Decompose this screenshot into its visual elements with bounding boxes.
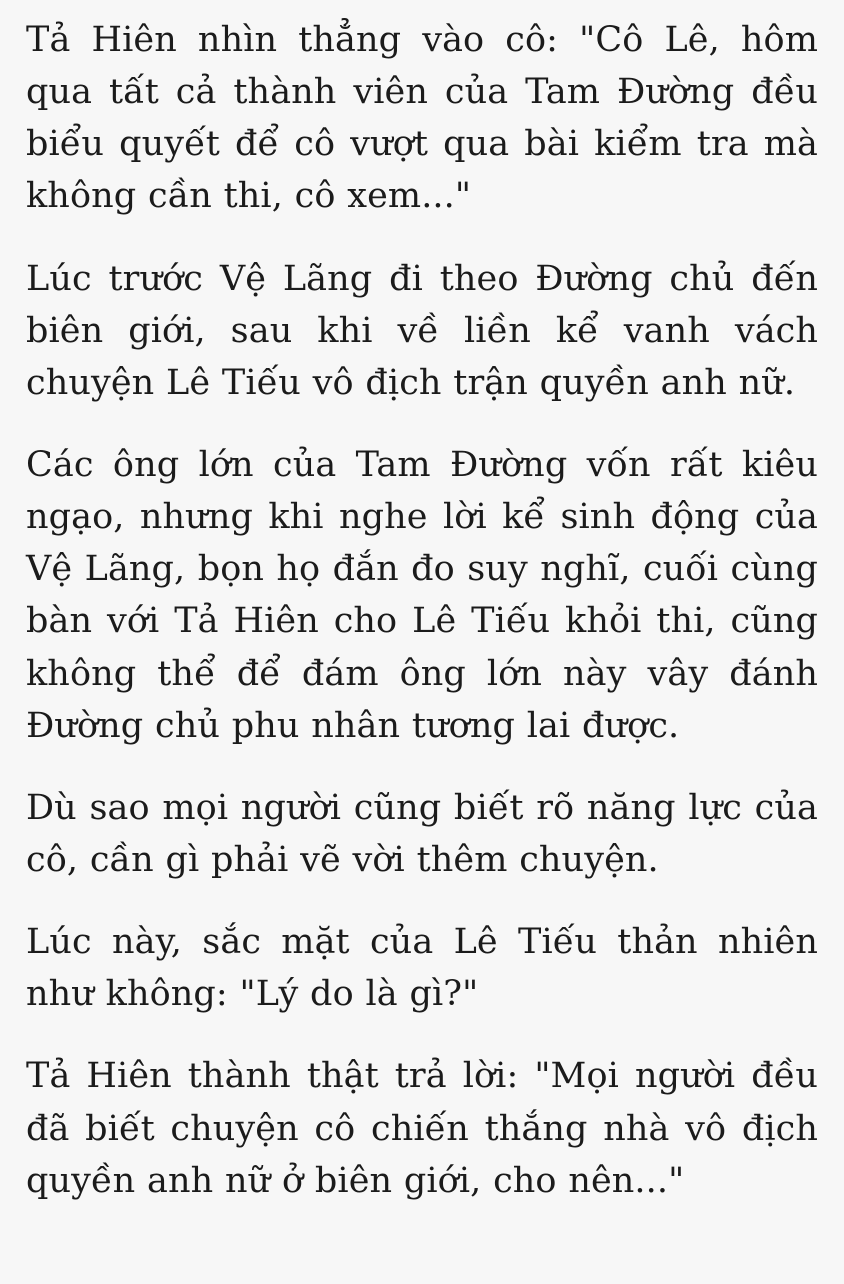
paragraph: Tả Hiên thành thật trả lời: "Mọi người đều đã biết chuyện cô chiến thắng nhà vô địch quyền anh nữ ở biên giới, cho nên..." [26, 1056, 818, 1201]
paragraph: Các ông lớn của Tam Đường vốn rất kiêu ngạo, nhưng khi nghe lời kể sinh động của Vệ Lãng, bọn họ đắn đo suy nghĩ, cuối cùng bàn với Tả Hiên cho Lê Tiếu khỏi thi, cũng không thể để đám ông lớn này vây đánh Đường chủ phu nhân tương lai được. [26, 444, 818, 746]
paragraph: Lúc trước Vệ Lãng đi theo Đường chủ đến biên giới, sau khi về liền kể vanh vách chuyện Lê Tiếu vô địch trận quyền anh nữ. [26, 258, 818, 403]
paragraph: Tả Hiên nhìn thẳng vào cô: "Cô Lê, hôm qua tất cả thành viên của Tam Đường đều biểu quyết để cô vượt qua bài kiểm tra mà không cần thi, cô xem..." [26, 20, 818, 217]
paragraph: Lúc này, sắc mặt của Lê Tiếu thản nhiên như không: "Lý do là gì?" [26, 922, 818, 1015]
paragraph: Dù sao mọi người cũng biết rõ năng lực của cô, cần gì phải vẽ vời thêm chuyện. [26, 787, 818, 880]
